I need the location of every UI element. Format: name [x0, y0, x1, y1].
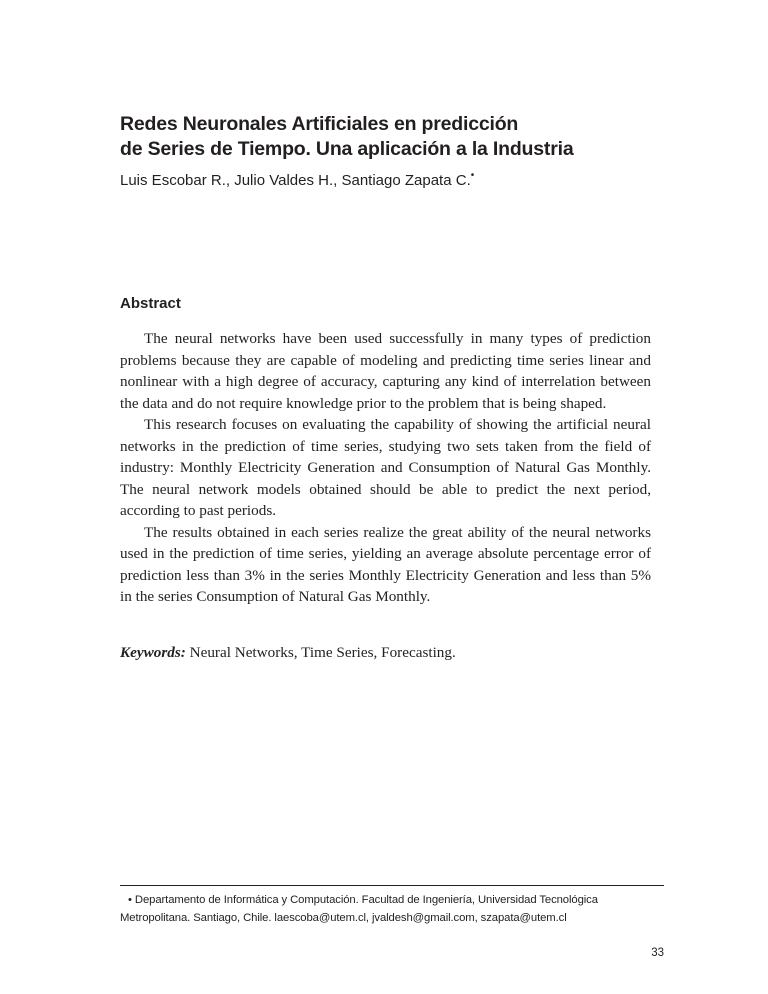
abstract-body	[120, 328, 651, 608]
affiliation-footnote: • Departamento de Informática y Computación. Facultad de Ingeniería, Universidad Tecnológica Metropolitana. Santiago, Chile. laescoba@utem.cl, jvaldesh@gmail.com, szapata@utem.cl	[120, 894, 598, 924]
affiliation-marker: •	[470, 170, 475, 181]
author-list	[120, 167, 474, 191]
paper-title	[120, 112, 680, 162]
paper-title-line-2: de Series de Tiempo. Una aplicación a la Industria	[120, 138, 574, 160]
page-number: 33	[651, 947, 664, 959]
abstract-heading: Abstract	[120, 295, 181, 312]
keywords-list: Neural Networks, Time Series, Forecasting.	[189, 644, 456, 661]
abstract-paragraph-3: The results obtained in each series realize the great ability of the neural networks used in the prediction of time series, yielding an average absolute percentage error of prediction less than 3% in the series Monthly Electricity Generation and less than 5% in the series Consumption of Natural Gas Monthly.	[120, 523, 651, 605]
keywords	[120, 642, 680, 663]
footnote-divider	[120, 885, 664, 886]
paper-title-line-1: Redes Neuronales Artificiales en predicción	[120, 113, 519, 135]
abstract-paragraph-2: This research focuses on evaluating the capability of showing the artificial neural networks in the prediction of time series, studying two sets taken from the field of industry: Monthly Electricity Generation and Consumption of Natural Gas Monthly. The neural network models obtained should be able to predict the next period, according to past periods.	[120, 416, 651, 519]
author-names: Luis Escobar R., Julio Valdes H., Santiago Zapata C.	[120, 172, 471, 189]
keywords-label: Keywords:	[120, 644, 186, 661]
abstract-paragraph-1: The neural networks have been used successfully in many types of prediction problems because they are capable of modeling and predicting time series linear and nonlinear with a high degree of accuracy, capturing any kind of interrelation between the data and do not require knowledge prior to the problem that is being shaped.	[120, 330, 651, 412]
